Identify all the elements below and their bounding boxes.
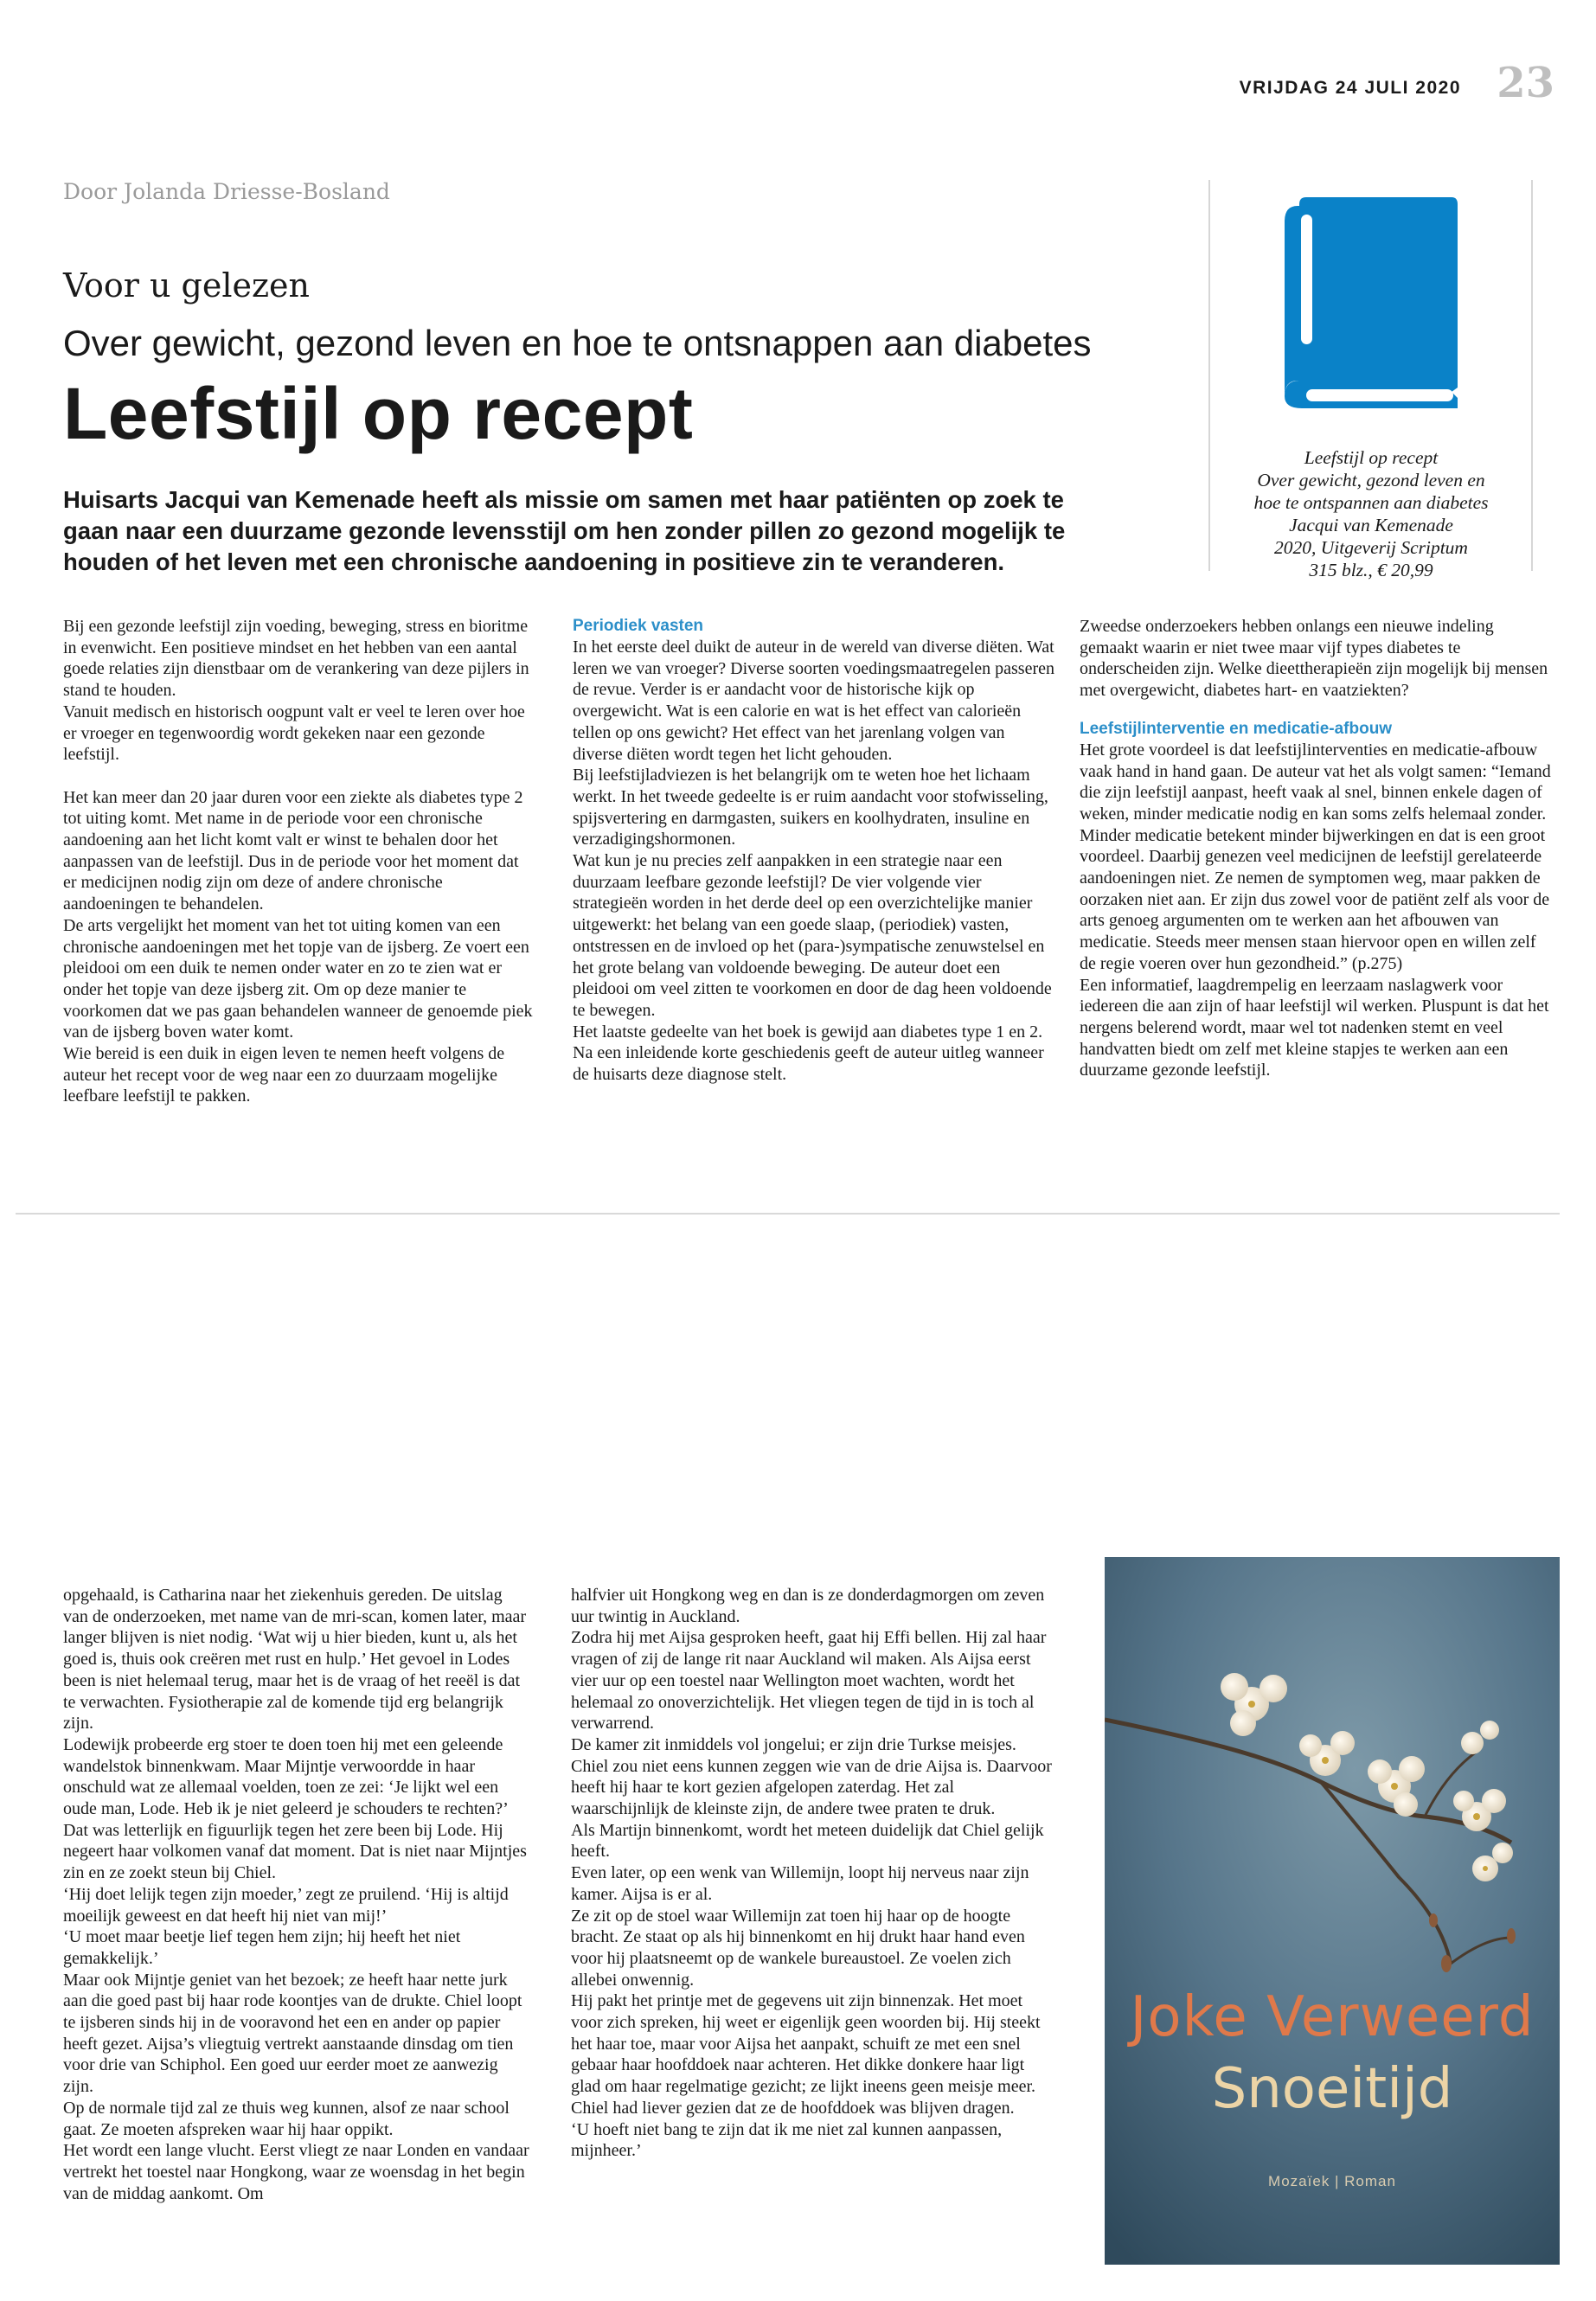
story-paragraph: Op de normale tijd zal ze thuis weg kunnen, alsof ze naar school gaat. Ze moeten afspreken waar hij haar oppikt. <box>63 2098 510 2139</box>
paragraph: Het kan meer dan 20 jaar duren voor een ziekte als diabetes type 2 tot uiting komt. Met name in de periode voor een chronische aandoening aan het licht komt valt er winst te behalen door het aanpassen van de leefstijl. Dus in de periode voor het moment dat er medicijnen nodig zijn om deze of andere chronische aandoeningen te behandelen. <box>63 787 523 914</box>
story-paragraph: Als Martijn binnenkomt, wordt het meteen duidelijk dat Chiel gelijk heeft. <box>571 1820 1044 1862</box>
story-paragraph: Maar ook Mijntje geniet van het bezoek; ze heeft haar nette jurk aan die goed past bij haar rode koontjes van de drukte. Chiel loopt te ijsberen sinds hij in de vooravond het een en ander op papier heeft gezet. Aijsa’s vliegtuig vertrekt aanstaande dinsdag om tien voor drie van Schiphol. Een goed uur eerder moet ze aanwezig zijn. <box>63 1970 522 2097</box>
cover-author: Joke Verweerd <box>1130 1985 1535 2049</box>
page-number: 23 <box>1497 59 1554 107</box>
paragraph: De arts vergelijkt het moment van het tot uiting komen van een chronische aandoeningen met het topje van de ijsberg. Ze voert een pleidooi om een duik te nemen onder water en zo te zien wat er onder het topje van deze ijsberg zit. Om op deze manier te voorkomen dat we pas gaan behandelen wanneer de genoemde piek van de ijsberg boven water komt. <box>63 915 533 1042</box>
paragraph: Bij leefstijladviezen is het belangrijk om te weten hoe het lichaam werkt. In het tweede gedeelte is er ruim aandacht voor stofwisseling, spijsvertering en darmgasten, suikers en koolhydraten, insuline en verzadigingshormonen. <box>573 766 1048 849</box>
sidebar-rule-left <box>1208 180 1210 571</box>
story-paragraph: ‘U moet maar beetje lief tegen hem zijn; hij heeft het niet gemakkelijk.’ <box>63 1927 461 1968</box>
article-subtitle: Over gewicht, gezond leven en hoe te ontsnappen aan diabetes <box>63 323 1092 363</box>
author-byline: Door Jolanda Driesse-Bosland <box>63 179 390 204</box>
book-cover <box>1105 1557 1560 2265</box>
story-paragraph: ‘Hij doet lelijk tegen zijn moeder,’ zegt ze pruilend. ‘Hij is altijd moeilijk geweest en dat heeft hij niet van mij!’ <box>63 1884 509 1926</box>
rubric-label: Voor u gelezen <box>63 266 310 304</box>
story-paragraph: Even later, op een wenk van Willemijn, loopt hij nerveus naar zijn kamer. Aijsa is er al. <box>571 1863 1029 1904</box>
story-paragraph: Het wordt een lange vlucht. Eerst vliegt ze naar Londen en vandaar vertrekt het toestel naar Hongkong, waar ze woensdag in het begin van de middag aankomt. Om <box>63 2141 529 2203</box>
section-divider <box>16 1213 1560 1215</box>
story-paragraph: Ze zit op de stoel waar Willemijn zat toen hij haar op de hoogte bracht. Ze staat op als hij binnenkomt en hij drukt haar hand even voor hij plaatsneemt op de wankele bureaustoel. Ze voelen zich allebei onwennig. <box>571 1906 1025 1990</box>
story-paragraph: opgehaald, is Catharina naar het ziekenhuis gereden. De uitslag van de onderzoeken, met name van de mri-scan, komen later, maar langer blijven is niet nodig. ‘Wat wij u hier bieden, kunt u, als het goed is, thuis ook creëren met rust en hulp.’ Het gevoel in Lodes been is niet helemaal terug, maar het is de vraag of het reeël is dat te verwachten. Fysiotherapie zal de komende tijd erg belangrijk zijn. <box>63 1586 527 1734</box>
article-headline: Leefstijl op recept <box>63 373 694 454</box>
article-column-1 <box>63 616 535 1107</box>
paragraph: Zweedse onderzoekers hebben onlangs een nieuwe indeling gemaakt waarin er niet twee maar vijf types diabetes te onderscheiden zijn. Welke dieettherapieën zijn mogelijk bij mensen met overgewicht, diabetes hart- en vaatziekten? <box>1080 617 1548 701</box>
story-column-1 <box>63 1585 530 2204</box>
story-paragraph: Zodra hij met Aijsa gesproken heeft, gaat hij Effi bellen. Hij zal haar vragen of zij de lange rit naar Auckland wil maken. Als Aijsa eerst vier uur op een toestel naar Wellington moet wachten, wordt het helemaal zo onoverzichtelijk. Het vliegen tegen de tijd in is toch al verwarrend. <box>571 1628 1047 1734</box>
book-info-author: Jacqui van Kemenade <box>1289 515 1453 535</box>
story-paragraph: Lodewijk probeerde erg stoer te doen toen hij met een geleende wandelstok binnenkwam. Maar Mijntje verwoordde in haar onschuld wat ze allemaal voelden, toen ze zei: ‘Je lijkt wel een oude man, Lode. Heb ik je niet geleerd je schouders te rechten?’ <box>63 1734 509 1819</box>
paragraph: Vanuit medisch en historisch oogpunt valt er veel te leren over hoe er vroeger en tegenwoordig wordt gekeken naar een gezonde leefstijl. <box>63 702 525 765</box>
paragraph: Wie bereid is een duik in eigen leven te nemen heeft volgens de auteur het recept voor de weg naar een zo duurzaam mogelijke leefbare leefstijl te pakken. <box>63 1044 505 1106</box>
story-paragraph: ‘U hoeft niet bang te zijn dat ik me niet zal kunnen aanpassen, mijnheer.’ <box>571 2119 1003 2161</box>
story-paragraph: Dat was letterlijk en figuurlijk tegen het zere been bij Lode. Hij negeert haar volkomen vanaf dat moment. Dat is niet naar Mijntjes zin en ze zoekt steun bij Chiel. <box>63 1820 527 1883</box>
book-info <box>1224 446 1518 581</box>
article-intro: Huisarts Jacqui van Kemenade heeft als missie om samen met haar patiënten op zoek te gaan naar een duurzame gezonde levensstijl om hen zonder pillen zo gezond mogelijk te houden of het leven met een chronische aandoening in positieve zin te veranderen. <box>63 486 1066 575</box>
book-info-title: Leefstijl op recept <box>1304 447 1439 468</box>
book-info-publisher: 2020, Uitgeverij Scriptum <box>1274 537 1468 558</box>
sidebar-rule-right <box>1531 180 1533 571</box>
paragraph: Een informatief, laagdrempelig en leerzaam naslagwerk voor iedereen die aan zijn of haar leefstijl wil werken. Pluspunt is dat het nergens belerend wordt, maar wel tot nadenken stemt en veel handvatten biedt om zelf met kleine stapjes te werken aan een duurzame gezonde leefstijl. <box>1080 975 1549 1080</box>
paragraph: Het grote voordeel is dat leefstijlinterventies en medicatie-afbouw vaak hand in hand gaan. De auteur vat het als volgt samen: “Iemand die zijn leefstijl aanpast, heeft vaak al snel, binnen enkele dagen of weken, minder medicatie nodig en kan soms zelfs helemaal zonder. Minder medicatie betekent minder bijwerkingen en dat is een groot voordeel. Daarbij genezen veel medicijnen de leefstijl gerelateerde aandoeningen niet. Ze nemen de symptomen weg, maar pakken de oorzaken niet aan. Er zijn dus zowel voor de patiënt zelf als voor de arts genoeg argumenten om te werken aan het afbouwen van medicatie. Steeds meer mensen staan hiervoor open en willen zelf de regie voeren over hun gezondheid.” (p.275) <box>1080 740 1551 973</box>
story-paragraph: De kamer zit inmiddels vol jongelui; er zijn drie Turkse meisjes. Chiel zou niet eens kunnen zeggen wie van de drie Aijsa is. Daarvoor heeft hij haar te kort gezien afgelopen zaterdag. Het zal waarschijnlijk de kleinste zijn, de andere twee praten te druk. <box>571 1734 1052 1819</box>
story-paragraph: halfvier uit Hongkong weg en dan is ze donderdagmorgen om zeven uur twintig in Auckland. <box>571 1586 1045 1626</box>
section-heading: Leefstijlinterventie en medicatie-afbouw <box>1080 719 1393 738</box>
story-paragraph: Hij pakt het printje met de gegevens uit zijn binnenzak. Het moet voor zich spreken, hij weet er eigenlijk geen woorden bij. Hij steekt het haar toe, maar voor Aijsa het aanpakt, schuift ze met een snel gebaar haar hoofddoek naar achteren. Het dikke donkere haar ligt glad om haar regelmatige gezicht; ze lijkt ineens geen meisje meer. Chiel had liever gezien dat ze de hoofddoek was blijven dragen. <box>571 1991 1041 2118</box>
article-column-2 <box>573 616 1057 1086</box>
cover-title: Snoeitijd <box>1211 2057 1453 2121</box>
paragraph: Het laatste gedeelte van het boek is gewijd aan diabetes type 1 en 2. Na een inleidende korte geschiedenis geeft de auteur uitleg wanneer de huisarts deze diagnose stelt. <box>573 1022 1044 1085</box>
book-info-subtitle-1: Over gewicht, gezond leven en <box>1257 470 1485 490</box>
book-info-price: 315 blz., € 20,99 <box>1309 560 1433 580</box>
book-icon <box>1280 197 1462 413</box>
article-column-3 <box>1080 616 1555 1081</box>
header-date: VRIJDAG 24 JULI 2020 <box>1239 78 1461 98</box>
story-column-2 <box>571 1585 1055 2162</box>
paragraph: Bij een gezonde leefstijl zijn voeding, beweging, stress en bioritme in evenwicht. Een positieve mindset en het hebben van een aantal goede relaties zijn dienstbaar om de verankering van deze pijlers in stand te houden. <box>63 617 529 701</box>
cover-publisher: Mozaïek | Roman <box>1268 2173 1396 2189</box>
cover-illustration <box>1105 1557 1560 2265</box>
book-info-subtitle-2: hoe te ontspannen aan diabetes <box>1253 492 1489 513</box>
paragraph: In het eerste deel duikt de auteur in de wereld van diverse diëten. Wat leren we van vroeger? Diverse soorten voedingsmaatregelen passeren de revue. Verder is er aandacht voor de historische kijk op overgewicht. Wat is een calorie en wat is het effect van calorieën tellen op ons gewicht? Het effect van het jarenlang volgen van diverse diëten wordt tegen het licht gehouden. <box>573 638 1054 764</box>
paragraph: Wat kun je nu precies zelf aanpakken in een strategie naar een duurzaam leefbare gezonde leefstijl? De vier volgende vier strategieën worden in het derde deel op een overzichtelijke manier uitgewerkt: het belang van een goede slaap, (periodiek) vasten, ontstressen en de invloed op het (para-)sympatische zenuwstelsel en het grote belang van voldoende beweging. De auteur doet een pleidooi om veel zitten te voorkomen en door de dag heen voldoende te bewegen. <box>573 851 1052 1020</box>
section-heading: Periodiek vasten <box>573 617 704 635</box>
